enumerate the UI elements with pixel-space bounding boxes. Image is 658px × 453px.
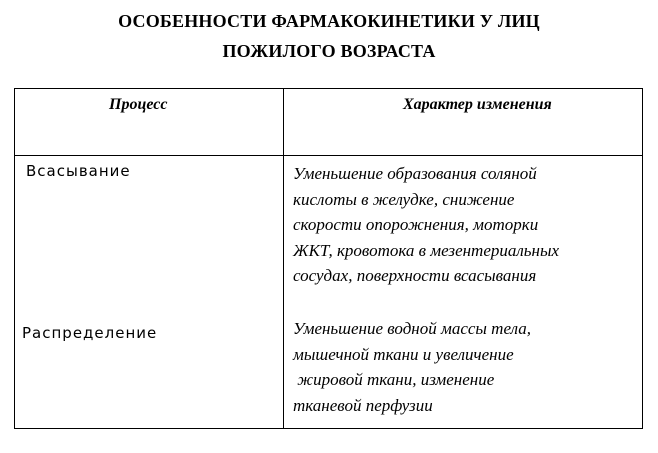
change-line: Уменьшение образования соляной <box>293 164 537 183</box>
change-line: мышечной ткани и увеличение <box>293 344 514 364</box>
header-divider <box>15 155 642 156</box>
title-line-1: ОСОБЕННОСТИ ФАРМАКОКИНЕТИКИ У ЛИЦ <box>118 11 540 31</box>
header-process: Процесс <box>109 96 168 113</box>
document-title <box>0 6 658 66</box>
change-line: тканевой перфузии <box>293 395 433 415</box>
column-divider <box>283 89 284 428</box>
change-line: кислоты в желудке, снижение <box>293 189 515 209</box>
title-line-2: ПОЖИЛОГО ВОЗРАСТА <box>222 41 436 61</box>
process-distribution: Распределение <box>22 324 158 342</box>
change-line: Уменьшение водной массы тела, <box>293 319 531 338</box>
pharmacokinetics-table <box>14 88 643 429</box>
process-absorption: Всасывание <box>26 162 131 180</box>
change-line: сосудах, поверхности всасывания <box>293 266 537 285</box>
change-line: ЖКТ, кровотока в мезентериальных <box>293 240 560 260</box>
change-line: скорости опорожнения, моторки <box>293 215 539 234</box>
change-line: жировой ткани, изменение <box>293 370 495 389</box>
change-distribution <box>293 316 531 418</box>
header-change: Характер изменения <box>403 96 552 113</box>
change-absorption <box>293 161 559 289</box>
